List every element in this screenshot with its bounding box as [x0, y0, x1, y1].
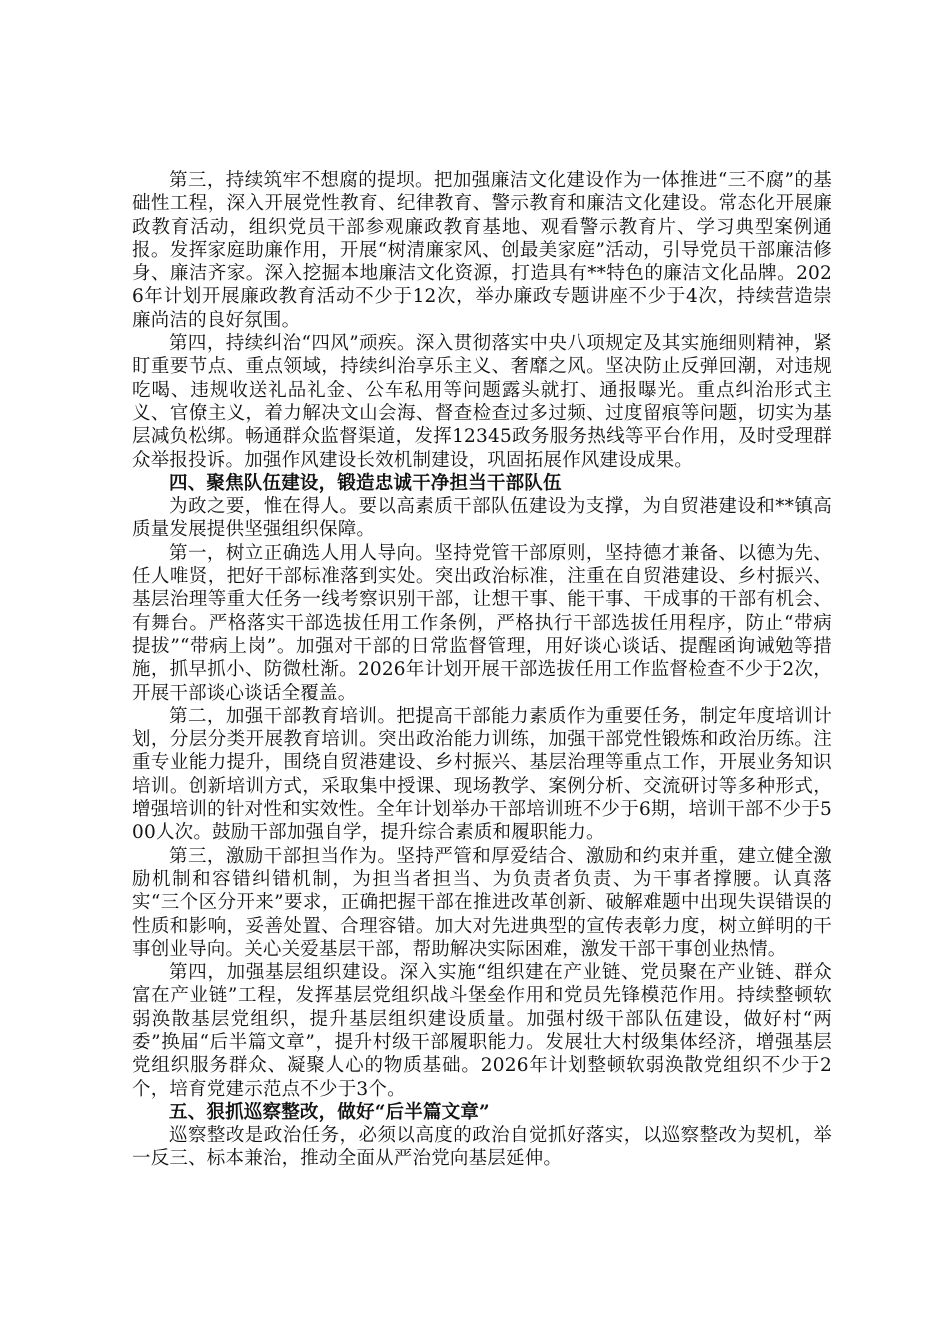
section-heading-four: 四、聚焦队伍建设，锻造忠诚干净担当干部队伍 — [169, 472, 562, 494]
paragraph-third-incentive: 第三，激励干部担当作为。坚持严管和厚爱结合、激励和约束并重，建立健全激励机制和容错纠错机制，为担当者担当、为负责者负责、为干事者撑腰。认真落实“三个区分开来”要求，正确把握干部在推进改革创新、破解难题中出现失误错误的性质和影响，妥善处置、合理容错。加大对先进典型的宣传表彰力度，树立鲜明的干事创业导向。关心关爱基层干部，帮助解决实际困难，激发干部干事创业热情。 — [132, 845, 832, 960]
paragraph-first-selection: 第一，树立正确选人用人导向。坚持党管干部原则，坚持德才兼备、以德为先、任人唯贤，把好干部标准落到实处。突出政治标准，注重在自贸港建设、乡村振兴、基层治理等重大任务一线考察识别干部，让想干事、能干事、干成事的干部有机会、有舞台。严格落实干部选拔任用工作条例，严格执行干部选拔任用程序，防止“带病提拔”“带病上岗”。加强对干部的日常监督管理，用好谈心谈话、提醒函询诫勉等措施，抓早抓小、防微杜渐。2026年计划开展干部选拔任用工作监督检查不少于2次，开展干部谈心谈话全覆盖。 — [132, 542, 832, 704]
document-body — [132, 169, 832, 1171]
paragraph-fourth-grassroots: 第四，加强基层组织建设。深入实施“组织建在产业链、党员聚在产业链、群众富在产业链”工程，发挥基层党组织战斗堡垒作用和党员先锋模范作用。持续整顿软弱涣散基层党组织，提升基层组织建设质量。加强村级干部队伍建设，做好村“两委”换届“后半篇文章”，提升村级干部履职能力。发展壮大村级集体经济，增强基层党组织服务群众、凝聚人心的物质基础。2026年计划整顿软弱涣散党组织不少于2个，培育党建示范点不少于3个。 — [132, 962, 832, 1100]
paragraph-second-training: 第二，加强干部教育培训。把提高干部能力素质作为重要任务，制定年度培训计划，分层分类开展教育培训。突出政治能力训练，加强干部党性锻炼和政治历练。注重专业能力提升，围绕自贸港建设、乡村振兴、基层治理等重点工作，开展业务知识培训。创新培训方式，采取集中授课、现场教学、案例分析、交流研讨等多种形式，增强培训的针对性和实效性。全年计划举办干部培训班不少于6期，培训干部不少于500人次。鼓励干部加强自学，提升综合素质和履职能力。 — [132, 705, 832, 844]
paragraph-third-clean-culture: 第三，持续筑牢不想腐的提坝。把加强廉洁文化建设作为一体推进“三不腐”的基础性工程，深入开展党性教育、纪律教育、警示教育和廉洁文化建设。常态化开展廉政教育活动，组织党员干部参观廉政教育基地、观看警示教育片、学习典型案例通报。发挥家庭助廉作用，开展“树清廉家风、创最美家庭”活动，引导党员干部廉洁修身、廉洁齐家。深入挖掘本地廉洁文化资源，打造具有**特色的廉洁文化品牌。2026年计划开展廉政教育活动不少于12次，举办廉政专题讲座不少于4次，持续营造崇廉尚洁的良好氛围。 — [132, 170, 832, 331]
paragraph-fourth-four-winds: 第四，持续纠治“四风”顽疾。深入贯彻落实中央八项规定及其实施细则精神，紧盯重要节点、重点领域，持续纠治享乐主义、奢靡之风。坚决防止反弹回潮，对违规吃喝、违规收送礼品礼金、公车私用等问题露头就打、通报曝光。重点纠治形式主义、官僚主义，着力解决文山会海、督查检查过多过频、过度留痕等问题，切实为基层减负松绑。畅通群众监督渠道，发挥12345政务服务热线等平台作用，及时受理群众举报投诉。加强作风建设长效机制建设，巩固拓展作风建设成果。 — [132, 333, 832, 471]
paragraph-section-five-intro: 巡察整改是政治任务，必须以高度的政治自觉抓好落实，以巡察整改为契机，举一反三、标本兼治，推动全面从严治党向基层延伸。 — [132, 1125, 832, 1170]
section-heading-five: 五、狠抓巡察整改，做好“后半篇文章” — [169, 1101, 490, 1123]
paragraph-section-four-intro: 为政之要，惟在得人。要以高素质干部队伍建设为支撑，为自贸港建设和**镇高质量发展提供坚强组织保障。 — [132, 496, 832, 541]
